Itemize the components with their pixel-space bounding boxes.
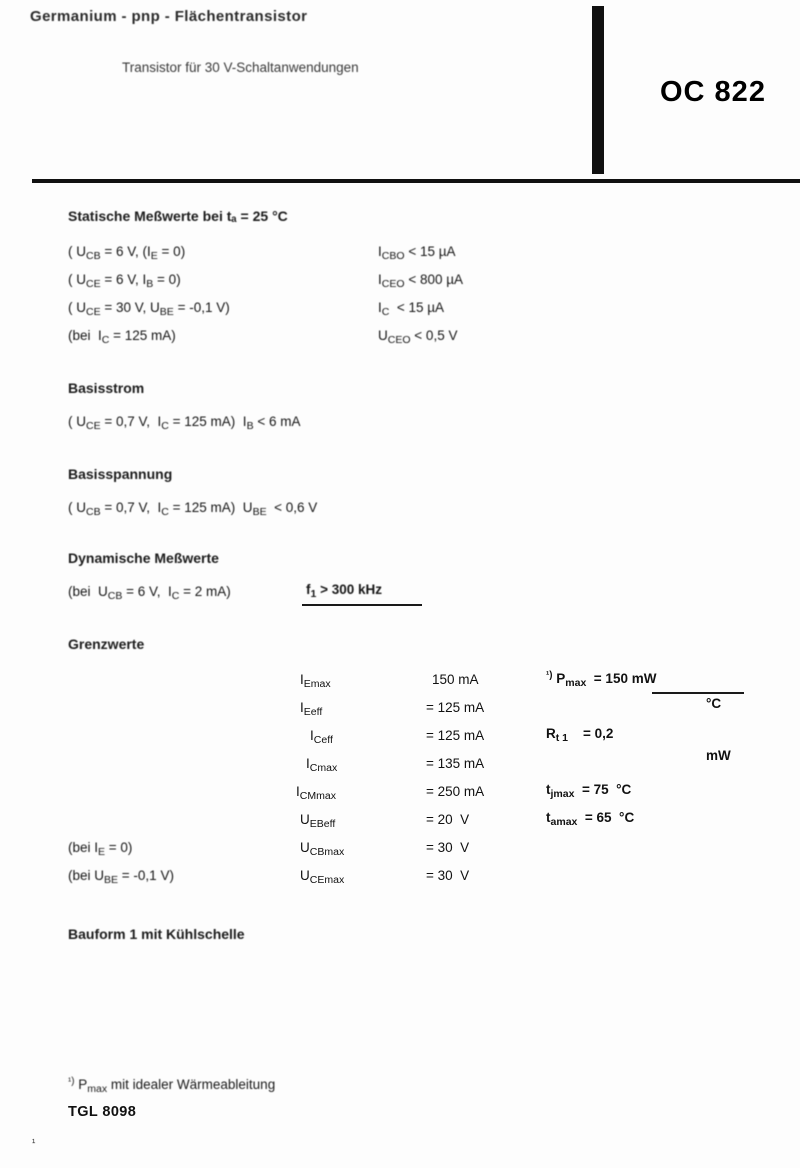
base-current-row: ( $U_{CE} = 0,7$ V, $I_C = 125$ mA) $I_B < 6$ mA	[68, 414, 301, 432]
limit-right-unit-mw: mW	[706, 748, 731, 763]
pmax-underline	[652, 692, 744, 694]
limit-row-value-ucemax: = 30 V	[426, 868, 470, 883]
limit-right-rth: $R_{t 1}$ = 0,2	[546, 726, 614, 744]
header-rule	[32, 179, 800, 183]
limit-row-symbol-iemax: $I_{Emax}$	[300, 672, 331, 690]
limit-row-symbol-iceff: $I_{Ceff}$	[310, 728, 333, 746]
dynamic-value-underline	[302, 604, 422, 606]
static-row-3-cond: ( $U_{CE} = 30$ V, $U_{BE} = -0,1$ V)	[68, 300, 230, 318]
static-row-4-cond: (bei $I_C = 125$ mA)	[68, 328, 176, 346]
limit-cond-ube: (bei $U_{BE} = -0,1$ V)	[68, 868, 174, 886]
limit-right-tamax: $t_{amax} = 65$ °C	[546, 810, 635, 828]
limit-right-pmax: $^{^1)}$ $P_{max} = 150$ mW	[546, 670, 657, 689]
section-heading-static: Statische Meßwerte bei tₐ = 25 °C	[68, 208, 288, 224]
limit-row-symbol-icmax: $I_{Cmax}$	[306, 756, 338, 774]
bauform-line: Bauform 1 mit Kühlschelle	[68, 926, 245, 942]
limit-row-value-uebeff: = 20 V	[426, 812, 470, 827]
corner-tick: ¹	[32, 1138, 36, 1149]
static-row-2-cond: ( $U_{CE} = 6$ V, $I_B = 0$)	[68, 272, 181, 290]
section-heading-limits: Grenzwerte	[68, 636, 145, 652]
limit-row-symbol-ieeff: $I_{Eeff}$	[300, 700, 323, 718]
dynamic-row-value: $f_1 > 300$ kHz	[306, 582, 383, 600]
static-row-2-symbol: $I_{CEO} < 800$ µA	[378, 272, 464, 290]
section-heading-base-voltage: Basisspannung	[68, 466, 173, 482]
limit-row-value-iceff: = 125 mA	[426, 728, 485, 743]
header-title: Germanium - pnp - Flächentransistor	[30, 8, 308, 25]
section-heading-base-current: Basisstrom	[68, 380, 145, 396]
standard-label: TGL 8098	[68, 1104, 137, 1120]
limit-cond-ie-zero: (bei $I_E = 0$)	[68, 840, 133, 858]
limit-row-symbol-uebeff: $U_{EBeff}$	[300, 812, 336, 830]
limit-row-value-iemax: 150 mA	[432, 672, 479, 687]
static-row-3-symbol: $I_C < 15$ µA	[378, 300, 445, 318]
limit-right-unit-degc: °C	[706, 696, 722, 711]
header-vertical-bar	[592, 6, 604, 174]
type-number: OC 822	[660, 76, 766, 108]
section-heading-dynamic: Dynamische Meßwerte	[68, 550, 219, 566]
limit-row-value-ucbmax: = 30 V	[426, 840, 470, 855]
limit-row-value-icmax: = 135 mA	[426, 756, 485, 771]
limit-row-symbol-ucemax: $U_{CEmax}$	[300, 868, 345, 886]
static-row-4-symbol: $U_{CEO} < 0,5$ V	[378, 328, 458, 346]
static-row-1-symbol: $I_{CBO} < 15$ µA	[378, 244, 456, 262]
limit-row-symbol-ucbmax: $U_{CBmax}$	[300, 840, 345, 858]
limit-row-value-ieeff: = 125 mA	[426, 700, 485, 715]
header-subtitle: Transistor für 30 V-Schaltanwendungen	[122, 60, 359, 75]
page-body	[0, 186, 800, 1168]
static-row-1-cond: ( $U_{CB} = 6$ V, $(I_E = 0)$	[68, 244, 186, 262]
limit-right-tjmax: $t_{jmax} = 75$ °C	[546, 782, 632, 800]
footnote: $^{^1)}$ $P_{max}$ mit idealer Wärmeableitung	[68, 1076, 276, 1095]
limit-row-symbol-icmmax: $I_{CMmax}$	[296, 784, 336, 802]
dynamic-row-cond: (bei $U_{CB} = 6$ V, $I_C = 2$ mA)	[68, 584, 231, 602]
base-voltage-row: ( $U_{CB} = 0,7$ V, $I_C = 125$ mA) $U_{BE} < 0,6$ V	[68, 500, 318, 518]
page-header	[0, 0, 800, 186]
limit-row-value-icmmax: = 250 mA	[426, 784, 485, 799]
